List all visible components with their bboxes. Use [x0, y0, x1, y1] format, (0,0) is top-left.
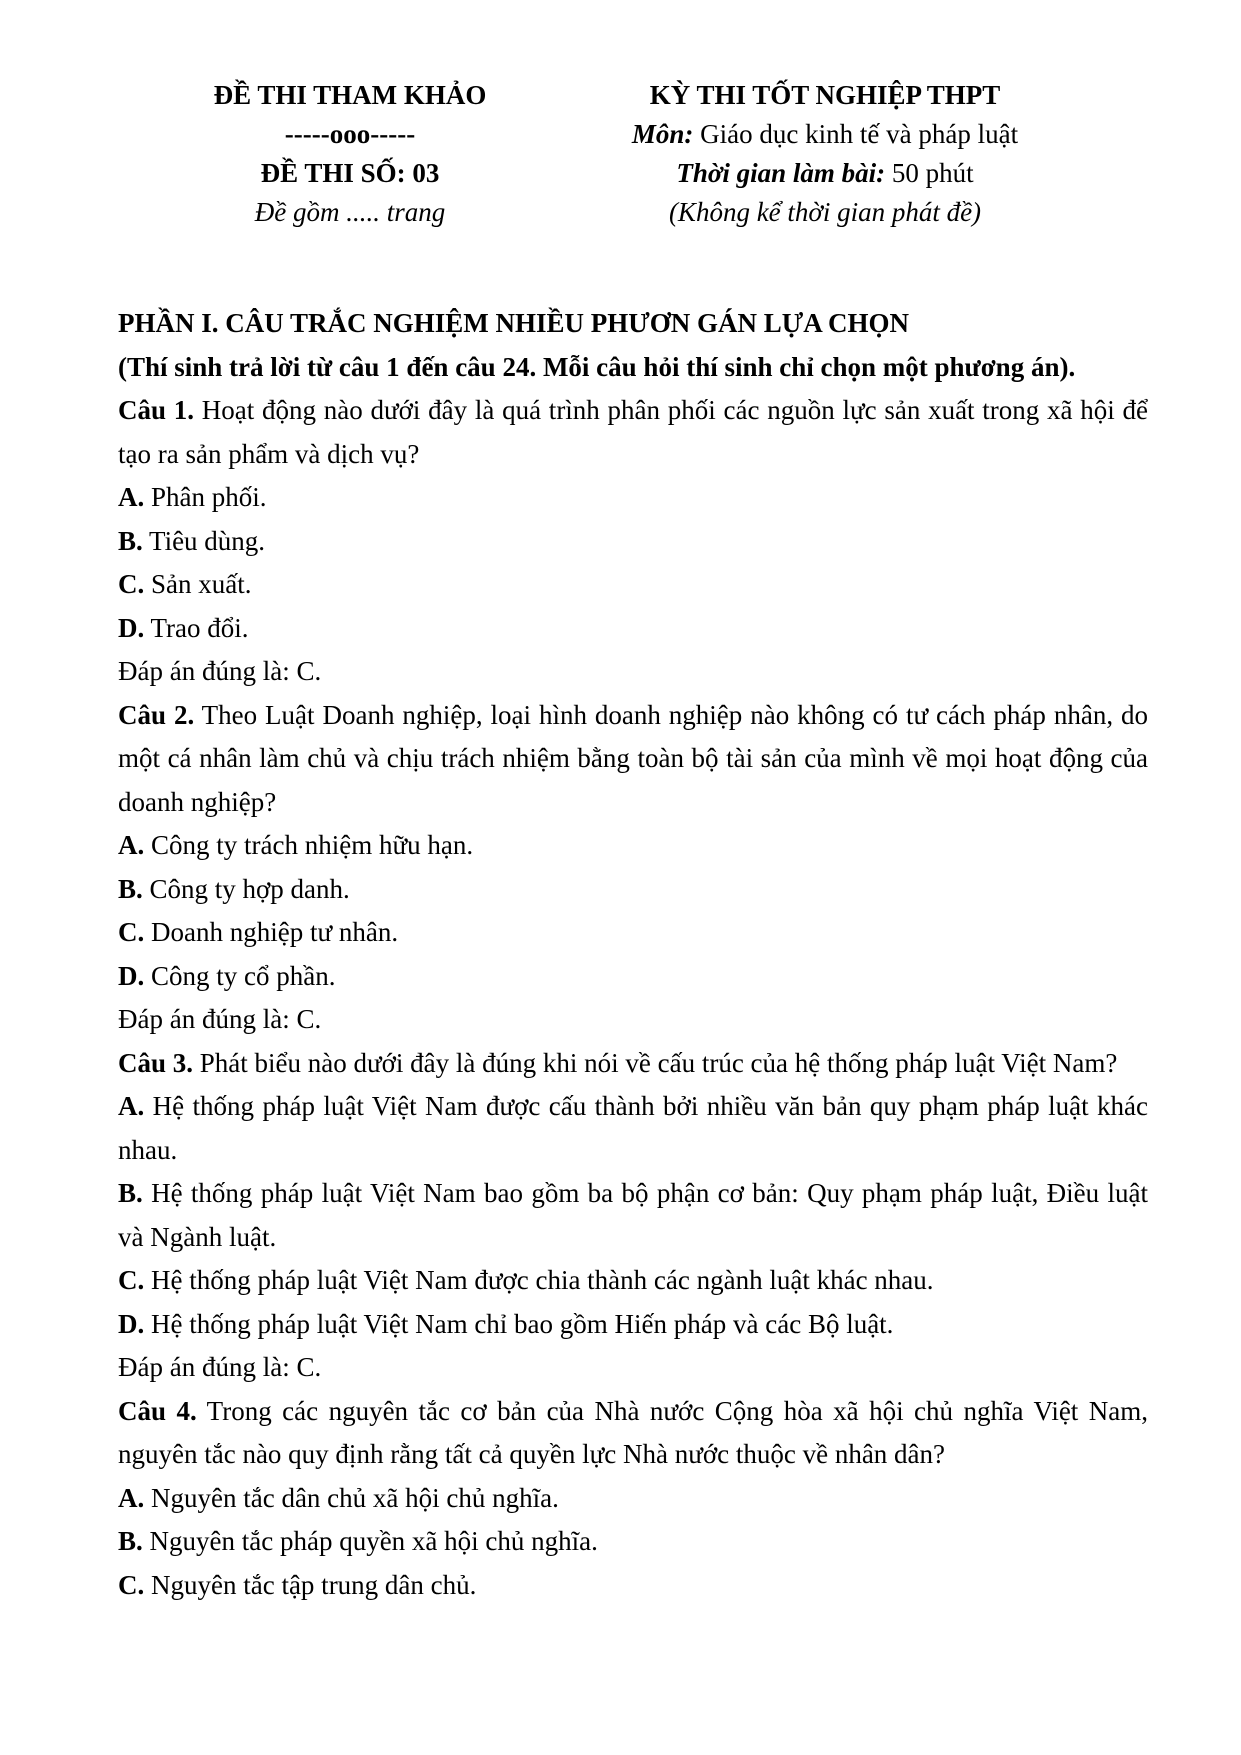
header-subject — [560, 119, 1090, 150]
option-text: Công ty cổ phần. — [144, 960, 336, 991]
option-text: Nguyên tắc tập trung dân chủ. — [144, 1569, 477, 1600]
option-d — [118, 607, 1148, 651]
option-letter: C. — [118, 1569, 145, 1600]
option-letter: D. — [118, 960, 145, 991]
option-letter: C. — [118, 917, 145, 947]
option-letter: D. — [118, 1308, 145, 1339]
header-divider: -----ooo----- — [284, 119, 416, 149]
question-3 — [118, 1042, 1148, 1086]
option-letter: A. — [118, 830, 145, 860]
question-label: Câu 4. — [118, 1395, 197, 1426]
answer-line: Đáp án đúng là: C. — [118, 1004, 322, 1034]
option-c — [118, 563, 1148, 607]
question-label: Câu 3. — [118, 1047, 194, 1078]
option-text: Trao đổi. — [144, 612, 249, 643]
question-text: Hoạt động nào dưới đây là quá trình phân phối các nguồn lực sản xuất trong xã hội để tạo ra sản phẩm và dịch vụ? — [118, 395, 1148, 469]
option-b — [118, 1520, 1148, 1564]
time-label: Thời gian làm bài: — [676, 158, 886, 188]
option-text: Tiêu dùng. — [142, 525, 266, 556]
option-letter: B. — [118, 525, 143, 556]
exam-content — [118, 302, 1148, 1607]
option-a — [118, 476, 1148, 520]
option-letter: B. — [118, 873, 143, 904]
option-a — [118, 1085, 1148, 1172]
option-b — [118, 868, 1148, 912]
option-text: Hệ thống pháp luật Việt Nam được chia thành các ngành luật khác nhau. — [144, 1265, 934, 1295]
option-letter: A. — [118, 1482, 145, 1513]
option-text: Sản xuất. — [144, 569, 252, 599]
option-text: Nguyên tắc dân chủ xã hội chủ nghĩa. — [144, 1482, 559, 1513]
question-label: Câu 2. — [118, 699, 195, 730]
question-1 — [118, 389, 1148, 476]
option-text: Công ty hợp danh. — [142, 873, 350, 904]
subject-value: Giáo dục kinh tế và pháp luật — [693, 119, 1019, 149]
header-left-title: ĐỀ THI THAM KHẢO — [213, 80, 487, 110]
option-letter: D. — [118, 612, 145, 643]
exam-number: ĐỀ THI SỐ: 03 — [260, 158, 440, 188]
question-label: Câu 1. — [118, 395, 195, 425]
section-title: PHẦN I. CÂU TRẮC NGHIỆM NHIỀU PHƯƠN GÁN LỰA CHỌN — [118, 308, 910, 338]
option-d — [118, 1303, 1148, 1347]
option-b — [118, 1172, 1148, 1259]
question-text: Phát biểu nào dưới đây là đúng khi nói về cấu trúc của hệ thống pháp luật Việt Nam? — [193, 1047, 1118, 1078]
option-text: Hệ thống pháp luật Việt Nam bao gồm ba bộ phận cơ bản: Quy phạm pháp luật, Điều luật và Ngành luật. — [118, 1178, 1148, 1252]
option-letter: A. — [118, 1091, 145, 1121]
option-a — [118, 824, 1148, 868]
section-instruction: (Thí sinh trả lời từ câu 1 đến câu 24. Mỗi câu hỏi thí sinh chỉ chọn một phương án). — [118, 351, 1076, 382]
option-text: Hệ thống pháp luật Việt Nam chỉ bao gồm Hiến pháp và các Bộ luật. — [144, 1308, 894, 1339]
question-2 — [118, 694, 1148, 825]
option-a — [118, 1477, 1148, 1521]
option-letter: B. — [118, 1526, 143, 1556]
time-note: (Không kể thời gian phát đề) — [668, 197, 982, 227]
option-c — [118, 1564, 1148, 1608]
option-letter: A. — [118, 482, 145, 512]
option-text: Công ty trách nhiệm hữu hạn. — [144, 830, 474, 860]
option-c — [118, 1259, 1148, 1303]
answer-line: Đáp án đúng là: C. — [118, 1352, 322, 1382]
header-time — [560, 158, 1090, 189]
time-value: 50 phút — [885, 158, 974, 188]
subject-label: Môn: — [631, 119, 694, 149]
option-letter: C. — [118, 569, 145, 599]
option-c — [118, 911, 1148, 955]
option-text: Phân phối. — [144, 482, 267, 512]
pages-note: Đề gồm ..... trang — [254, 197, 446, 227]
answer-line: Đáp án đúng là: C. — [118, 656, 322, 686]
header-right-title: KỲ THI TỐT NGHIỆP THPT — [649, 80, 1001, 110]
option-text: Nguyên tắc pháp quyền xã hội chủ nghĩa. — [142, 1526, 598, 1556]
option-b — [118, 520, 1148, 564]
question-text: Trong các nguyên tắc cơ bản của Nhà nước Cộng hòa xã hội chủ nghĩa Việt Nam, nguyên tắc nào quy định rằng tất cả quyền lực Nhà nước thuộc về nhân dân? — [118, 1395, 1148, 1469]
option-text: Hệ thống pháp luật Việt Nam được cấu thành bởi nhiều văn bản quy phạm pháp luật khác nhau. — [118, 1091, 1148, 1165]
option-d — [118, 955, 1148, 999]
option-letter: B. — [118, 1178, 143, 1208]
question-4 — [118, 1390, 1148, 1477]
option-text: Doanh nghiệp tư nhân. — [144, 917, 399, 947]
question-text: Theo Luật Doanh nghiệp, loại hình doanh nghiệp nào không có tư cách pháp nhân, do một cá nhân làm chủ và chịu trách nhiệm bằng toàn bộ tài sản của mình về mọi hoạt động của doanh nghiệp? — [118, 699, 1148, 817]
option-letter: C. — [118, 1265, 145, 1295]
